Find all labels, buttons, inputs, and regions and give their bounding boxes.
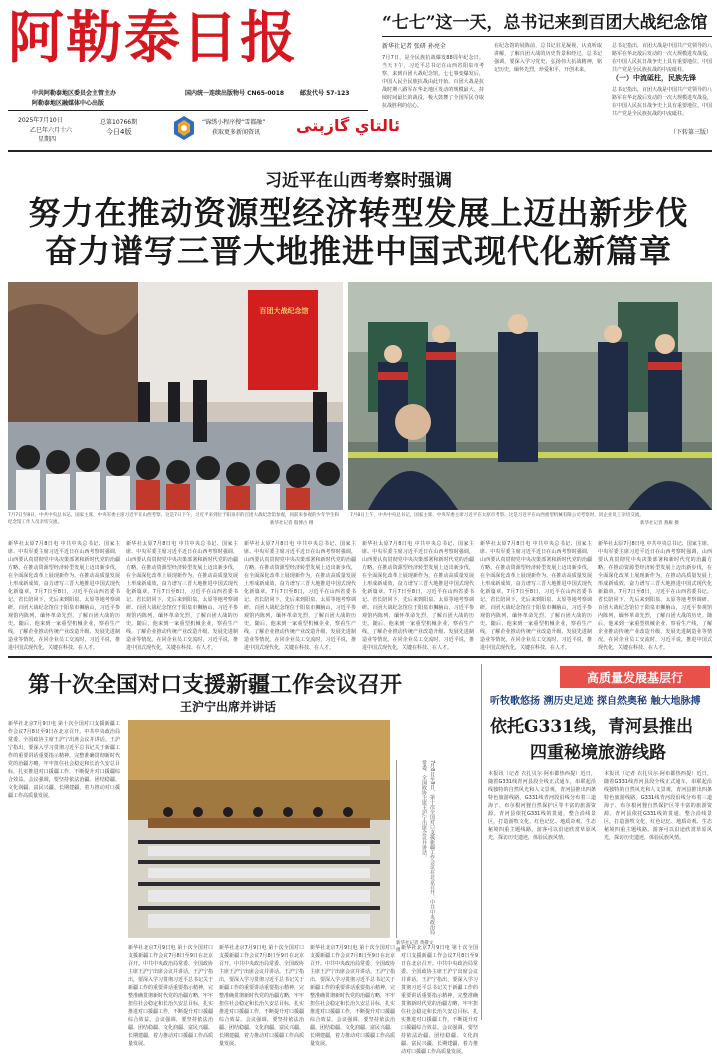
app-logo-icon <box>170 114 198 142</box>
top-story-col-3b: 总书记指出，百团大战是中国共产党领导的八路军在华北敌后发动的一次大规模进攻战役，在中国人民抗日战争史上具有重要地位。中国共产党是全民族抗战的中流砥柱。 <box>612 87 713 117</box>
miniprogram-line1: “锦绣小程序搜“雪都融” <box>202 119 266 126</box>
second-story-title[interactable]: 第十次全国对口支援新疆工作会议召开 <box>28 672 403 698</box>
masthead-post: 邮发代号 57-123 <box>300 90 350 97</box>
second-photo-credit: 新华社记者 黄敬文 摄 <box>396 941 434 953</box>
second-story-subtitle: 王沪宁出席并讲话 <box>180 700 277 714</box>
second-body-col-5: 新华社北京7月9日电 第十次全国对口支援新疆工作会议7月8日至9日在北京召开。中共中央政治局常委、全国政协主席王沪宁出席会议并讲话。王沪宁指出，要深入学习贯彻习近平总书记关于新疆工作的重要讲话重要指示精神，完整准确贯彻新时代党的治疆方略，牢牢扭住社会稳定和长治久安总目标，扎实推进对口援疆工作，不断提升对口援疆综合效益。会议强调，要坚持依法治疆、团结稳疆、文化润疆、富民兴疆、长期建疆，着力推动对口援疆工作高质量发展。 <box>401 945 478 1055</box>
lead-kicker: 习近平在山西考察时强调 <box>265 171 452 191</box>
masthead-divider <box>8 110 368 111</box>
masthead-cn: 国内统一连续出版物号 CN65-0018 <box>185 90 285 97</box>
lead-body-col-4: 新华社太原7月8日电 中共中央总书记、国家主席、中央军委主席习近平近日在山西考察时强调，山西要认真贯彻党中央决策部署和新时代党的治疆方略，在推动资源型经济转型发展上迈出新步伐，在全面深化改革上展现新作为，在推动高质量发展上形成新成效，奋力谱写三晋大地推进中国式现代化新篇章。7月7日至8日，习近平在山西省委书记、省长陪同下，先后来到阳泉、太原等地考察调研。百团大战纪念馆位于阳泉市狮脑山，习近平参观馆内陈列，缅怀革命先烈，了解百团大战的历史。随后，他来到一家重型机械企业，察看生产线，了解企业推动传统产业改造升级、发展先进制造业等情况。在同企业员工交流时，习近平说，推进中国式现代化，关键在科技、在人才。 <box>362 541 474 651</box>
issue-pages: 今日4版 <box>106 128 132 136</box>
right-section-badge: 高质量发展基层行 <box>560 666 710 688</box>
second-body-col-4: 新华社北京7月9日电 第十次全国对口支援新疆工作会议7月8日至9日在北京召开。中共中央政治局常委、全国政协主席王沪宁出席会议并讲话。王沪宁指出，要深入学习贯彻习近平总书记关于新疆工作的重要讲话重要指示精神，完整准确贯彻新时代党的治疆方略，牢牢扭住社会稳定和长治久安总目标，扎实推进对口援疆工作，不断提升对口援疆综合效益。会议强调，要坚持依法治疆、团结稳疆、文化润疆、富民兴疆、长期建疆，着力推动对口援疆工作高质量发展。 <box>310 945 396 1047</box>
second-story-photo <box>128 720 390 938</box>
lead-photo-2-caption: 7月8日上午，中共中央总书记、国家主席、中央军委主席习近平在太原市考察。这是习近平在山西重型机械有限公司考察时，同企业员工亲切交流。 <box>350 513 644 518</box>
lead-photo-2-credit: 新华社记者 燕雁 摄 <box>640 521 679 526</box>
lead-title-2[interactable]: 奋力谱写三晋大地推进中国式现代化新篇章 <box>44 232 672 270</box>
masthead-sponsor-1: 中共阿勒泰地区委员会主管主办 <box>32 90 117 97</box>
top-story-col-1: 7月7日，是全民族抗战爆发88周年纪念日。当天下午，习近平总书记在山西省阳泉市考察，来到百团大战纪念馆。七七事变爆发后，中国人民全民族抗战由此开始。百团大战是抗战时期八路军在华北地区发动的规模最大、持续时间最长的战役，极大鼓舞了全国军民夺取抗战胜利的信心。 <box>382 55 484 109</box>
lead-body-col-5: 新华社太原7月8日电 中共中央总书记、国家主席、中央军委主席习近平近日在山西考察时强调，山西要认真贯彻党中央决策部署和新时代党的治疆方略，在推动资源型经济转型发展上迈出新步伐，在全面深化改革上展现新作为，在推动高质量发展上形成新成效，奋力谱写三晋大地推进中国式现代化新篇章。7月7日至8日，习近平在山西省委书记、省长陪同下，先后来到阳泉、太原等地考察调研。百团大战纪念馆位于阳泉市狮脑山，习近平参观馆内陈列，缅怀革命先烈，了解百团大战的历史。随后，他来到一家重型机械企业，察看生产线，了解企业推动传统产业改造升级、发展先进制造业等情况。在同企业员工交流时，习近平说，推进中国式现代化，关键在科技、在人才。 <box>480 541 592 651</box>
lead-photo-1-credit: 新华社记者 殷博古 摄 <box>270 521 314 526</box>
top-story-continued: （下转第三版） <box>670 129 713 136</box>
masthead-title: 阿勒泰日报 <box>8 5 298 71</box>
vertical-divider <box>481 664 482 1020</box>
section-divider-top <box>8 150 712 152</box>
lead-title-1[interactable]: 努力在推动资源型经济转型发展上迈出新步伐 <box>28 194 689 232</box>
top-story-rule <box>382 36 712 37</box>
second-body-col-3: 新华社北京7月9日电 第十次全国对口支援新疆工作会议7月8日至9日在北京召开。中共中央政治局常委、全国政协主席王沪宁出席会议并讲话。王沪宁指出，要深入学习贯彻习近平总书记关于新疆工作的重要讲话重要指示精神，完整准确贯彻新时代党的治疆方略，牢牢扭住社会稳定和长治久安总目标，扎实推进对口援疆工作，不断提升对口援疆综合效益。会议强调，要坚持依法治疆、团结稳疆、文化润疆、富民兴疆、长期建疆，着力推动对口援疆工作高质量发展。 <box>219 945 305 1047</box>
lead-body-col-1: 新华社太原7月8日电 中共中央总书记、国家主席、中央军委主席习近平近日在山西考察时强调，山西要认真贯彻党中央决策部署和新时代党的治疆方略，在推动资源型经济转型发展上迈出新步伐，在全面深化改革上展现新作为，在推动高质量发展上形成新成效，奋力谱写三晋大地推进中国式现代化新篇章。7月7日至8日，习近平在山西省委书记、省长陪同下，先后来到阳泉、太原等地考察调研。百团大战纪念馆位于阳泉市狮脑山，习近平参观馆内陈列，缅怀革命先烈，了解百团大战的历史。随后，他来到一家重型机械企业，察看生产线，了解企业推动传统产业改造升级、发展先进制造业等情况。在同企业员工交流时，习近平说，推进中国式现代化，关键在科技、在人才。 <box>8 541 120 651</box>
second-photo-caption: 7月8日至9日，第十次全国对口支援新疆工作会议在北京召开。中共中央政治局常委、全国政协主席王沪宁出席会议并讲话。 <box>396 760 436 938</box>
top-story-subhead: （一）中流砥柱，民族先锋 <box>612 74 696 82</box>
lead-body-col-6: 新华社太原7月8日电 中共中央总书记、国家主席、中央军委主席习近平近日在山西考察时强调，山西要认真贯彻党中央决策部署和新时代党的治疆方略，在推动资源型经济转型发展上迈出新步伐，在全面深化改革上展现新作为，在推动高质量发展上形成新成效，奋力谱写三晋大地推进中国式现代化新篇章。7月7日至8日，习近平在山西省委书记、省长陪同下，先后来到阳泉、太原等地考察调研。百团大战纪念馆位于阳泉市狮脑山，习近平参观馆内陈列，缅怀革命先烈，了解百团大战的历史。随后，他来到一家重型机械企业，察看生产线，了解企业推动传统产业改造升级、发展先进制造业等情况。在同企业员工交流时，习近平说，推进中国式现代化，关键在科技、在人才。 <box>598 541 712 651</box>
top-story-headline[interactable]: “七七”这一天，总书记来到百团大战纪念馆 <box>382 13 708 33</box>
masthead-sponsor-2: 阿勒泰地区融媒体中心出版 <box>32 100 105 107</box>
lead-photo-1-caption: 7月7日至8日，中共中央总书记、国家主席、中央军委主席习近平在山西考察。这是7日下午，习近平来到位于阳泉市的百团大战纪念馆参观，同前来参观的少年学生和纪念馆工作人员亲切交流。 <box>8 513 339 525</box>
right-body-col-2: 本报讯（记者 衣扎贝尔·阿布都热西提）近日，随着G331线青河县段全线正式通车，串联起沿线独特的自然风光和人文景观，青河县推出四条特色旅游线路。G331线青河段沿线分布着三道海子、布尔根河狸自然保护区等丰富的旅游资源。青河县依托G331线的贯通，整合沿线景区，打造游牧文化、红色记忆、地质奇观、生态秘境四重主题线路。游客可以沿途欣赏草原风光，探访历史遗迹，体验民族风情。 <box>604 771 712 841</box>
right-body-col-1: 本报讯（记者 衣扎贝尔·阿布都热西提）近日，随着G331线青河县段全线正式通车，串联起沿线独特的自然风光和人文景观，青河县推出四条特色旅游线路。G331线青河段沿线分布着三道海子、布尔根河狸自然保护区等丰富的旅游资源。青河县依托G331线的贯通，整合沿线景区，打造游牧文化、红色记忆、地质奇观、生态秘境四重主题线路。游客可以沿途欣赏草原风光，探访历史遗迹，体验民族风情。 <box>488 771 596 841</box>
miniprogram-line2: 获取更多新闻资讯 <box>212 129 261 136</box>
right-story-sub: 听牧歌悠扬 溯历史足迹 探自然奥秘 触大地脉搏 <box>490 696 701 707</box>
lead-photo-2 <box>348 282 712 510</box>
photo-banner-text: 百团大战纪念馆 <box>259 306 309 315</box>
right-story-title-1[interactable]: 依托G331线，青河县推出 <box>490 717 694 737</box>
lead-photo-1 <box>8 282 343 510</box>
right-story-title-2[interactable]: 四重秘境旅游线路 <box>530 743 666 763</box>
section-divider-bottom <box>8 656 712 658</box>
issue-date: 2025年7月10日 <box>18 117 63 124</box>
issue-number: 总第10766期 <box>100 119 138 126</box>
lead-body-col-3: 新华社太原7月8日电 中共中央总书记、国家主席、中央军委主席习近平近日在山西考察时强调，山西要认真贯彻党中央决策部署和新时代党的治疆方略，在推动资源型经济转型发展上迈出新步伐，在全面深化改革上展现新作为，在推动高质量发展上形成新成效，奋力谱写三晋大地推进中国式现代化新篇章。7月7日至8日，习近平在山西省委书记、省长陪同下，先后来到阳泉、太原等地考察调研。百团大战纪念馆位于阳泉市狮脑山，习近平参观馆内陈列，缅怀革命先烈，了解百团大战的历史。随后，他来到一家重型机械企业，察看生产线，了解企业推动传统产业改造升级、发展先进制造业等情况。在同企业员工交流时，习近平说，推进中国式现代化，关键在科技、在人才。 <box>244 541 356 651</box>
top-story-col-2: 在纪念馆的展陈前，总书记驻足凝视，认真听取讲解，了解百团大战的历史背景和经过。总书记强调，要深入学习党史，弘扬伟大抗战精神，铭记历史，缅怀先烈，珍爱和平，开创未来。 <box>494 43 602 73</box>
second-body-col-2: 新华社北京7月9日电 第十次全国对口支援新疆工作会议7月8日至9日在北京召开。中共中央政治局常委、全国政协主席王沪宁出席会议并讲话。王沪宁指出，要深入学习贯彻习近平总书记关于新疆工作的重要讲话重要指示精神，完整准确贯彻新时代党的治疆方略，牢牢扭住社会稳定和长治久安总目标，扎实推进对口援疆工作，不断提升对口援疆综合效益。会议强调，要坚持依法治疆、团结稳疆、文化润疆、富民兴疆、长期建疆，着力推动对口援疆工作高质量发展。 <box>128 945 214 1047</box>
top-story-byline: 新华社记者 张研 孙亮全 <box>382 43 446 50</box>
second-body-col-1: 新华社北京7月9日电 第十次全国对口支援新疆工作会议7月8日至9日在北京召开。中共中央政治局常委、全国政协主席王沪宁出席会议并讲话。王沪宁指出，要深入学习贯彻习近平总书记关于新疆工作的重要讲话重要指示精神，完整准确贯彻新时代党的治疆方略，牢牢扭住社会稳定和长治久安总目标，扎实推进对口援疆工作，不断提升对口援疆综合效益。会议强调，要坚持依法治疆、团结稳疆、文化润疆、富民兴疆、长期建疆，着力推动对口援疆工作高质量发展。 <box>8 721 120 799</box>
lead-body-col-2: 新华社太原7月8日电 中共中央总书记、国家主席、中央军委主席习近平近日在山西考察时强调，山西要认真贯彻党中央决策部署和新时代党的治疆方略，在推动资源型经济转型发展上迈出新步伐，在全面深化改革上展现新作为，在推动高质量发展上形成新成效，奋力谱写三晋大地推进中国式现代化新篇章。7月7日至8日，习近平在山西省委书记、省长陪同下，先后来到阳泉、太原等地考察调研。百团大战纪念馆位于阳泉市狮脑山，习近平参观馆内陈列，缅怀革命先烈，了解百团大战的历史。随后，他来到一家重型机械企业，察看生产线，了解企业推动传统产业改造升级、发展先进制造业等情况。在同企业员工交流时，习近平说，推进中国式现代化，关键在科技、在人才。 <box>126 541 238 651</box>
kazakh-title: ئالتاي گازېتى <box>296 116 401 135</box>
top-story-col-3a: 总书记指出，百团大战是中国共产党领导的八路军在华北敌后发动的一次大规模进攻战役，在中国人民抗日战争史上具有重要地位。中国共产党是全民族抗战的中流砥柱。 <box>612 43 713 73</box>
issue-lunar: 乙巳年六月十六 <box>30 127 73 134</box>
issue-weekday: 星期四 <box>38 136 57 143</box>
